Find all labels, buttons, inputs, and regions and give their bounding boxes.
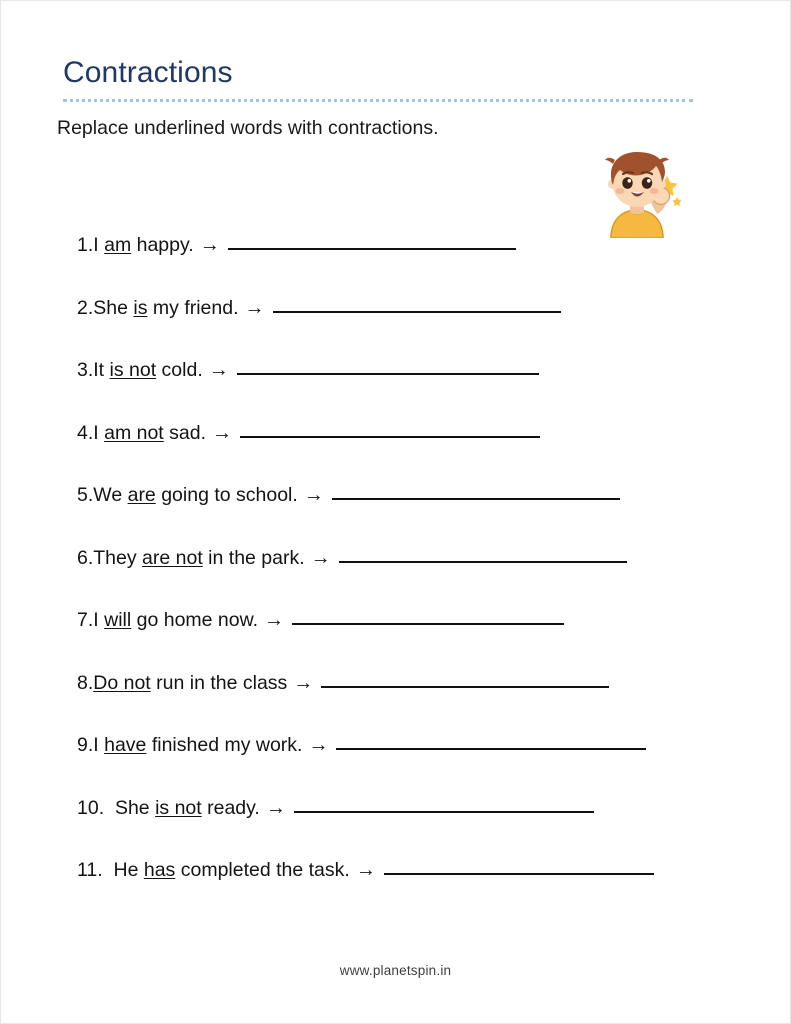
- sentence-prefix: It: [93, 359, 110, 381]
- sentence-prefix: He: [113, 859, 144, 881]
- sentence-suffix: ready.: [201, 796, 260, 819]
- sentence-prefix: I: [93, 734, 105, 756]
- underlined-phrase: Do not: [93, 671, 151, 694]
- underlined-phrase: are: [127, 484, 156, 506]
- sentence-prefix: She: [93, 296, 134, 319]
- question-sentence: [93, 486, 298, 506]
- arrow-icon: →: [355, 859, 376, 881]
- underlined-phrase: am not: [104, 421, 164, 444]
- question-line: [77, 798, 594, 819]
- underlined-phrase: is: [133, 296, 148, 319]
- question-item: [1, 229, 790, 292]
- answer-blank[interactable]: [294, 798, 594, 813]
- question-sentence: [93, 421, 207, 444]
- question-line: [77, 673, 609, 694]
- answer-blank[interactable]: [336, 735, 646, 750]
- question-item: [1, 542, 790, 605]
- question-item: [1, 667, 790, 730]
- worksheet-header: [1, 1, 790, 111]
- underlined-phrase: will: [104, 609, 132, 631]
- question-line: [77, 735, 646, 756]
- underlined-phrase: have: [104, 734, 147, 756]
- arrow-icon: →: [244, 296, 265, 319]
- question-item: [1, 479, 790, 542]
- answer-blank[interactable]: [228, 235, 516, 250]
- question-line: [77, 610, 564, 631]
- question-number: 3.: [77, 359, 94, 381]
- question-number: 11.: [77, 859, 114, 881]
- answer-blank[interactable]: [273, 298, 561, 313]
- arrow-icon: →: [310, 546, 331, 569]
- question-sentence: [114, 796, 260, 819]
- sentence-suffix: going to school.: [155, 484, 298, 506]
- question-list: [1, 229, 790, 917]
- cartoon-boy-icon: [585, 134, 689, 238]
- sentence-suffix: cold.: [156, 359, 203, 381]
- question-sentence: [93, 236, 193, 256]
- question-number: 5.: [77, 484, 94, 506]
- question-number: 7.: [77, 609, 94, 631]
- sentence-suffix: go home now.: [131, 609, 259, 631]
- question-line: [77, 860, 654, 881]
- question-number: 8.: [77, 671, 94, 694]
- underlined-phrase: is not: [109, 359, 157, 381]
- answer-blank[interactable]: [292, 610, 564, 625]
- question-number: 6.: [77, 546, 94, 569]
- answer-blank[interactable]: [339, 548, 627, 563]
- answer-blank[interactable]: [240, 423, 540, 438]
- sentence-suffix: finished my work.: [146, 734, 303, 756]
- sentence-suffix: my friend.: [147, 296, 239, 319]
- arrow-icon: →: [308, 734, 329, 756]
- instruction-text: Replace underlined words with contractions.: [57, 117, 439, 139]
- question-item: [1, 354, 790, 417]
- question-number: 4.: [77, 421, 94, 444]
- sentence-prefix: I: [93, 234, 105, 256]
- underlined-phrase: are not: [142, 546, 203, 569]
- arrow-icon: →: [212, 421, 233, 444]
- sentence-prefix: I: [93, 609, 105, 631]
- question-sentence: [93, 546, 305, 569]
- question-item: [1, 854, 790, 917]
- question-line: [77, 298, 561, 319]
- question-item: [1, 792, 790, 855]
- arrow-icon: →: [208, 359, 229, 381]
- question-item: [1, 729, 790, 792]
- question-line: [77, 423, 540, 444]
- question-number: 10.: [77, 796, 115, 819]
- arrow-icon: →: [199, 234, 220, 256]
- footer-site-url: www.planetspin.in: [339, 963, 452, 978]
- question-sentence: [93, 611, 258, 631]
- sentence-suffix: in the park.: [202, 546, 305, 569]
- question-line: [77, 485, 620, 506]
- arrow-icon: →: [293, 671, 314, 694]
- sentence-prefix: I: [93, 421, 105, 444]
- question-sentence: [93, 361, 202, 381]
- question-number: 1.: [77, 234, 94, 256]
- arrow-icon: →: [303, 484, 324, 506]
- sentence-prefix: We: [93, 484, 128, 506]
- question-line: [77, 360, 539, 381]
- footer: [1, 963, 790, 978]
- sentence-suffix: sad.: [163, 421, 207, 444]
- underlined-phrase: has: [143, 859, 176, 881]
- question-sentence: [93, 296, 239, 319]
- underlined-phrase: is not: [155, 796, 202, 819]
- question-number: 2.: [77, 296, 94, 319]
- question-item: [1, 417, 790, 480]
- answer-blank[interactable]: [237, 360, 539, 375]
- sentence-suffix: run in the class: [150, 671, 288, 694]
- answer-blank[interactable]: [321, 673, 609, 688]
- question-sentence: [93, 736, 302, 756]
- page-title: Contractions: [63, 56, 233, 89]
- question-line: [77, 548, 627, 569]
- sentence-prefix: She: [114, 796, 156, 819]
- question-item: [1, 604, 790, 667]
- sentence-suffix: completed the task.: [175, 859, 350, 881]
- question-item: [1, 292, 790, 355]
- title-divider: [63, 99, 693, 105]
- answer-blank[interactable]: [332, 485, 620, 500]
- question-number: 9.: [77, 734, 94, 756]
- sentence-prefix: They: [93, 546, 143, 569]
- question-sentence: [93, 671, 288, 694]
- underlined-phrase: am: [104, 234, 132, 256]
- question-sentence: [114, 861, 350, 881]
- sentence-suffix: happy.: [131, 234, 194, 256]
- answer-blank[interactable]: [384, 860, 654, 875]
- arrow-icon: →: [264, 609, 285, 631]
- arrow-icon: →: [265, 796, 286, 819]
- question-line: [77, 235, 516, 256]
